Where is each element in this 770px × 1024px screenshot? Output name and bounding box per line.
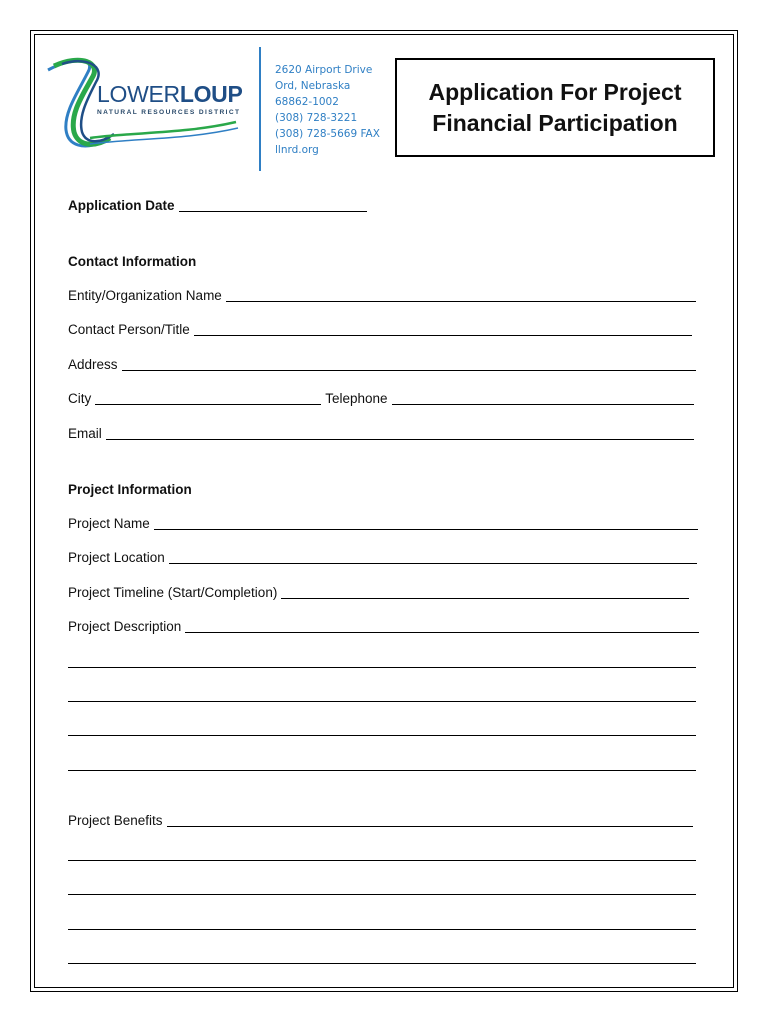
telephone-label: Telephone xyxy=(325,391,388,406)
city-label: City xyxy=(68,391,92,406)
entity-name-label: Entity/Organization Name xyxy=(68,288,222,303)
address-phone: (308) 728-3221 xyxy=(275,112,358,124)
contact-person-row xyxy=(68,321,692,338)
address-row xyxy=(68,356,696,373)
project-location-field[interactable] xyxy=(169,549,697,564)
project-benefits-line[interactable] xyxy=(68,860,696,861)
organization-address xyxy=(275,62,380,158)
form-title xyxy=(395,58,715,157)
project-name-row xyxy=(68,515,698,532)
application-date-row xyxy=(68,197,367,214)
email-label: Email xyxy=(68,426,102,441)
project-location-row xyxy=(68,549,697,566)
project-timeline-label: Project Timeline (Start/Completion) xyxy=(68,585,278,600)
project-name-label: Project Name xyxy=(68,516,150,531)
contact-person-label: Contact Person/Title xyxy=(68,322,190,337)
email-field[interactable] xyxy=(106,425,694,440)
city-field[interactable] xyxy=(95,390,321,405)
project-timeline-field[interactable] xyxy=(281,584,689,599)
form-title-line-1: Application For Project xyxy=(428,78,682,105)
project-benefits-line[interactable] xyxy=(68,963,696,964)
city-telephone-row xyxy=(68,390,694,407)
project-benefits-line[interactable] xyxy=(68,894,696,895)
address-label: Address xyxy=(68,357,118,372)
project-benefits-field[interactable] xyxy=(167,812,693,827)
form-title-line-2: Financial Participation xyxy=(432,109,678,136)
telephone-field[interactable] xyxy=(392,390,694,405)
address-city: Ord, Nebraska xyxy=(275,80,351,92)
project-description-line[interactable] xyxy=(68,770,696,771)
page-border-inner xyxy=(34,34,734,988)
project-benefits-line[interactable] xyxy=(68,929,696,930)
contact-information-heading: Contact Information xyxy=(68,254,197,269)
project-description-line[interactable] xyxy=(68,667,696,668)
contact-person-field[interactable] xyxy=(194,321,692,336)
project-name-field[interactable] xyxy=(154,515,698,530)
project-description-line[interactable] xyxy=(68,701,696,702)
entity-name-field[interactable] xyxy=(226,287,696,302)
project-description-field[interactable] xyxy=(185,618,699,633)
address-street: 2620 Airport Drive xyxy=(275,64,373,76)
project-location-label: Project Location xyxy=(68,550,165,565)
application-date-label: Application Date xyxy=(68,198,175,213)
header-divider xyxy=(259,47,261,171)
application-date-field[interactable] xyxy=(179,197,367,212)
address-field[interactable] xyxy=(122,356,696,371)
entity-name-row xyxy=(68,287,696,304)
logo-tagline: NATURAL RESOURCES DISTRICT xyxy=(97,109,241,116)
project-benefits-label: Project Benefits xyxy=(68,813,163,828)
project-description-line[interactable] xyxy=(68,735,696,736)
project-information-heading: Project Information xyxy=(68,482,192,497)
project-benefits-row xyxy=(68,812,693,829)
project-description-row xyxy=(68,618,699,635)
logo-wordmark: LOWERLOUP xyxy=(97,81,243,107)
project-timeline-row xyxy=(68,584,689,601)
email-row xyxy=(68,425,694,442)
address-website: llnrd.org xyxy=(275,144,319,156)
address-fax: (308) 728-5669 FAX xyxy=(275,128,380,140)
address-zip: 68862-1002 xyxy=(275,96,339,108)
project-description-label: Project Description xyxy=(68,619,182,634)
